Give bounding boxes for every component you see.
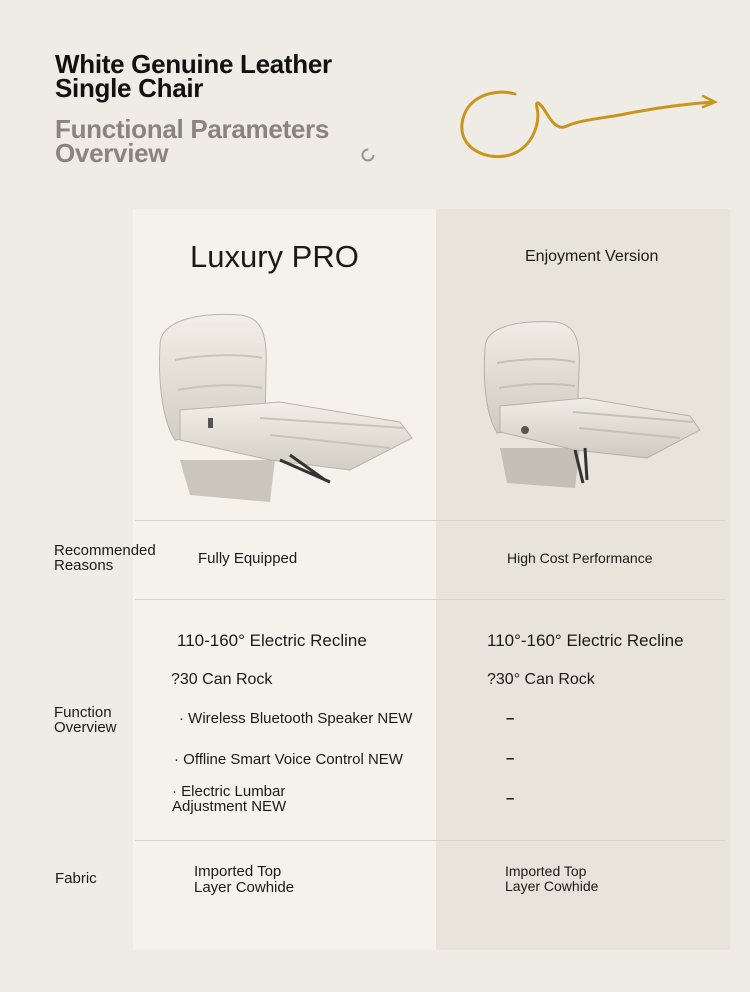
function-right-item: ?30° Can Rock [487,671,595,688]
fabric-left-value [194,864,294,896]
enjoyment-version-chair-image [475,318,707,493]
recommended-label-line-1: Recommended [54,542,156,559]
fabric-left-line-1: Imported Top [194,863,282,880]
fabric-left-line-2: Layer Cowhide [194,879,295,896]
recommended-left-value: Fully Equipped [198,550,298,567]
decorative-swirl-icon [455,82,720,167]
function-left-item: · Wireless Bluetooth Speaker NEW [179,710,413,727]
luxury-pro-heading: Luxury PRO [190,239,359,274]
function-right-item: – [506,710,515,727]
recommended-label-line-2: Reasons [54,557,114,574]
function-right-item: – [506,750,515,767]
function-label-line-2: Overview [54,719,117,736]
title-line-2: Single Chair [55,73,204,103]
row-divider [135,520,725,521]
row-divider [135,599,725,600]
fabric-right-line-1: Imported Top [505,863,587,879]
recommended-right-value: High Cost Performance [507,550,653,566]
function-left-item: ?30 Can Rock [171,671,273,688]
row-divider [135,840,725,841]
luxury-pro-chair-image [150,310,420,505]
function-right-item: 110°-160° Electric Recline [487,631,684,650]
function-left-item-line-2: Adjustment NEW [172,798,287,815]
title-line-1: White Genuine Leather [55,49,332,79]
function-right-item: – [506,790,515,807]
loading-spinner-icon [361,148,375,162]
function-left-item-line-1: · Electric Lumbar [172,783,286,800]
fabric-right-value [505,864,598,894]
page-title [55,49,332,103]
function-left-item [172,784,286,814]
row-label-recommended [54,543,156,573]
subtitle-line-2: Overview [55,138,169,168]
fabric-right-line-2: Layer Cowhide [505,878,599,894]
function-label-line-1: Function [54,704,112,721]
function-left-item: · Offline Smart Voice Control NEW [174,751,403,768]
subtitle-line-1: Functional Parameters [55,114,330,144]
enjoyment-version-heading: Enjoyment Version [525,248,659,265]
row-label-fabric: Fabric [55,870,97,887]
row-label-function [54,705,117,735]
page-subtitle [55,114,330,168]
function-left-item: 110-160° Electric Recline [177,631,367,650]
